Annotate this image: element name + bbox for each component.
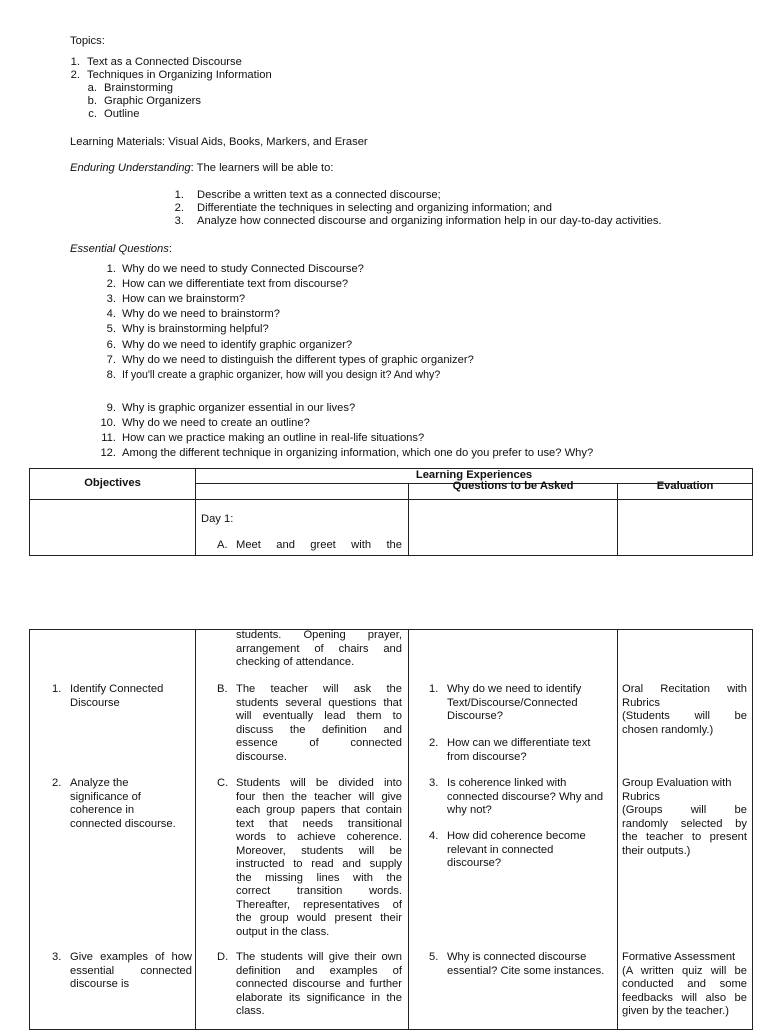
enduring-understanding-intro bbox=[70, 162, 334, 176]
essential-questions-heading bbox=[70, 243, 172, 257]
objective-line: significance of bbox=[70, 790, 141, 803]
experience-a-continued bbox=[236, 629, 402, 670]
objectives-header-label: Objectives bbox=[84, 477, 141, 490]
evaluation-header bbox=[618, 480, 753, 496]
enduring-understanding-label: Enduring Understanding bbox=[70, 162, 191, 174]
questions-header bbox=[409, 480, 618, 496]
experience-line: Thereafter, representatives of bbox=[236, 898, 402, 911]
question-item: Why do we need to brainstorm? bbox=[122, 308, 280, 320]
question-line: discourse? bbox=[447, 857, 502, 869]
objective-number: 3. bbox=[52, 951, 62, 963]
evaluation-text bbox=[622, 683, 747, 737]
question-text bbox=[447, 777, 603, 818]
objective-line: Identify Connected bbox=[70, 683, 164, 695]
evaluation-line: feedbacks will also be bbox=[622, 991, 747, 1004]
learning-table-page1 bbox=[29, 468, 753, 556]
experience-text bbox=[236, 683, 402, 764]
question-number: 8. bbox=[106, 369, 116, 381]
essential-questions-label: Essential Questions bbox=[70, 243, 169, 255]
evaluation-line: Rubrics bbox=[622, 696, 660, 709]
subtopic-letter: b. bbox=[87, 95, 97, 107]
day-label: Day 1: bbox=[201, 513, 234, 525]
question-item: Why is brainstorming helpful? bbox=[122, 323, 269, 335]
objective-text bbox=[70, 683, 192, 710]
question-line: from discourse? bbox=[447, 750, 527, 763]
question-item: Why do we need to study Connected Discourse? bbox=[122, 263, 364, 275]
objective-line: essential connected bbox=[70, 964, 192, 977]
question-number: 6. bbox=[106, 339, 116, 351]
experience-label: B. bbox=[217, 683, 228, 695]
enduring-number: 2. bbox=[174, 202, 184, 214]
question-number: 3. bbox=[106, 293, 116, 305]
question-number: 12. bbox=[100, 447, 116, 459]
experience-line: will eventually lead them to bbox=[236, 710, 402, 722]
objective-line: Give examples of how bbox=[70, 951, 192, 963]
evaluation-line: Formative Assessment bbox=[622, 951, 736, 963]
experience-line: checking of attendance. bbox=[236, 656, 355, 668]
subtopic-item: Graphic Organizers bbox=[104, 95, 201, 107]
question-number: 1. bbox=[106, 263, 116, 275]
experience-line: the missing lines with the bbox=[236, 871, 402, 884]
experience-line: connected discourse and further bbox=[236, 978, 402, 990]
learning-experiences-label: Learning Experiences bbox=[415, 469, 533, 481]
experience-line: text that needs transitional bbox=[236, 817, 402, 830]
question-number: 4. bbox=[429, 830, 439, 842]
question-number: 10. bbox=[100, 417, 116, 429]
question-line: Text/Discourse/Connected bbox=[447, 696, 578, 709]
subtopic-item: Brainstorming bbox=[104, 82, 174, 94]
question-line: Is coherence linked with bbox=[447, 777, 567, 789]
experience-line: instructed to read and supply bbox=[236, 858, 402, 870]
evaluation-column bbox=[618, 630, 753, 1030]
question-line: How can we differentiate text bbox=[447, 737, 591, 749]
question-line: relevant in connected bbox=[447, 843, 554, 856]
question-line: connected discourse? Why and bbox=[447, 790, 604, 803]
experience-line: students several questions that bbox=[236, 696, 402, 709]
question-text bbox=[447, 683, 581, 724]
evaluation-line: (Students will be bbox=[622, 710, 747, 722]
experience-line: correct transition words. bbox=[236, 885, 402, 897]
objective-line: connected discourse. bbox=[70, 817, 176, 830]
experience-line: Students will be divided into bbox=[236, 777, 402, 789]
evaluation-header-label: Evaluation bbox=[656, 480, 714, 492]
question-text bbox=[447, 951, 604, 978]
experience-line: elaborate its significance in the bbox=[236, 991, 402, 1004]
questions-header-label: Questions to be Asked bbox=[452, 480, 574, 492]
experience-line: each group papers that contain bbox=[236, 804, 402, 816]
subtopic-item: Outline bbox=[104, 108, 140, 120]
question-line: why not? bbox=[447, 804, 492, 816]
question-item: Why is graphic organizer essential in our lives? bbox=[122, 402, 356, 414]
question-number: 1. bbox=[429, 683, 439, 695]
objective-line: Analyze the bbox=[70, 777, 129, 789]
evaluation-cell bbox=[618, 500, 753, 556]
experience-line: discourse. bbox=[236, 750, 287, 763]
enduring-number: 1. bbox=[174, 189, 184, 201]
evaluation-text bbox=[622, 951, 747, 1019]
enduring-item: Describe a written text as a connected discourse; bbox=[197, 189, 441, 201]
subtopic-letter: c. bbox=[88, 108, 97, 120]
question-line: essential? Cite some instances. bbox=[447, 964, 605, 977]
topic-item: Techniques in Organizing Information bbox=[87, 69, 272, 81]
experience-label: D. bbox=[217, 951, 229, 963]
evaluation-line: (Groups will be bbox=[622, 804, 747, 816]
objective-line: discourse is bbox=[70, 978, 130, 990]
experience-line: The students will give their own bbox=[236, 951, 402, 963]
experience-line: discuss the definition and bbox=[236, 723, 402, 736]
question-number: 5. bbox=[106, 323, 116, 335]
topic-number: 1. bbox=[70, 56, 80, 68]
question-text bbox=[447, 830, 586, 871]
topic-number: 2. bbox=[70, 69, 80, 81]
question-line: Discourse? bbox=[447, 710, 503, 722]
evaluation-line: the teacher to present bbox=[622, 831, 747, 843]
question-item: Why do we need to distinguish the different types of graphic organizer? bbox=[122, 354, 474, 366]
essential-questions-colon: : bbox=[168, 243, 172, 255]
experience-line: the group would present their bbox=[236, 912, 402, 924]
enduring-item: Analyze how connected discourse and organizing information help in our day-to-day activities. bbox=[197, 215, 662, 227]
question-item: Why do we need to identify graphic organizer? bbox=[122, 339, 353, 351]
objective-cell bbox=[30, 500, 196, 556]
experience-line: students. Opening prayer, bbox=[236, 629, 402, 641]
subtopic-letter: a. bbox=[87, 82, 97, 94]
learning-materials: Learning Materials: Visual Aids, Books, Markers, and Eraser bbox=[70, 136, 368, 148]
question-line: How did coherence become bbox=[447, 830, 586, 842]
experience-line: output in the class. bbox=[236, 925, 330, 938]
evaluation-line: chosen randomly.) bbox=[622, 723, 714, 736]
objectives-column bbox=[30, 630, 196, 1030]
question-line: Why do we need to identify bbox=[447, 683, 582, 695]
objective-text bbox=[70, 951, 192, 992]
question-number: 3. bbox=[429, 777, 439, 789]
evaluation-line: Rubrics bbox=[622, 790, 660, 803]
enduring-item: Differentiate the techniques in selecting and organizing information; and bbox=[197, 202, 552, 214]
evaluation-line: randomly selected by bbox=[622, 817, 747, 830]
experience-line: four then the teacher will give bbox=[236, 790, 402, 803]
enduring-number: 3. bbox=[174, 215, 184, 227]
experiences-subheader bbox=[196, 484, 409, 500]
questions-cell bbox=[409, 500, 618, 556]
evaluation-line: Group Evaluation with bbox=[622, 777, 732, 789]
objective-line: coherence in bbox=[70, 804, 135, 816]
evaluation-line: (A written quiz will be bbox=[622, 964, 747, 977]
experience-line: The teacher will ask the bbox=[236, 683, 402, 695]
experience-line: definition and examples of bbox=[236, 964, 402, 977]
question-number: 7. bbox=[106, 354, 116, 366]
evaluation-line: conducted and some bbox=[622, 978, 747, 990]
objective-line: Discourse bbox=[70, 696, 120, 709]
evaluation-line: given by the teacher.) bbox=[622, 1005, 729, 1017]
question-item: Why do we need to create an outline? bbox=[122, 417, 310, 429]
experience-line: arrangement of chairs and bbox=[236, 642, 402, 655]
experience-line: class. bbox=[236, 1005, 265, 1017]
question-text bbox=[447, 737, 590, 764]
experience-a-label: A. bbox=[217, 539, 228, 551]
questions-column bbox=[409, 630, 618, 1030]
question-item: If you'll create a graphic organizer, how will you design it? And why? bbox=[122, 369, 441, 381]
topics-heading: Topics: bbox=[70, 35, 105, 47]
evaluation-line: Oral Recitation with bbox=[622, 683, 747, 695]
question-number: 9. bbox=[106, 402, 116, 414]
evaluation-line: their outputs.) bbox=[622, 844, 691, 857]
objectives-header bbox=[30, 469, 196, 500]
experience-cell bbox=[196, 500, 409, 556]
question-item: Among the different technique in organizing information, which one do you prefer to use? Why? bbox=[122, 447, 594, 459]
evaluation-text bbox=[622, 777, 747, 858]
question-item: How can we brainstorm? bbox=[122, 293, 246, 305]
learning-table-page2 bbox=[29, 629, 753, 1030]
experience-text bbox=[236, 777, 402, 939]
objective-number: 1. bbox=[52, 683, 62, 695]
experience-label: C. bbox=[217, 777, 229, 789]
enduring-understanding-text: : The learners will be able to: bbox=[190, 162, 334, 174]
experience-a-line: Meet and greet with the bbox=[236, 539, 402, 551]
question-number: 2. bbox=[106, 278, 116, 290]
topic-item: Text as a Connected Discourse bbox=[87, 56, 242, 68]
experience-text bbox=[236, 951, 402, 1019]
objective-text bbox=[70, 777, 192, 831]
experience-line: essence of connected bbox=[236, 737, 402, 749]
experience-line: Moreover, students will be bbox=[236, 844, 402, 857]
question-item: How can we practice making an outline in real-life situations? bbox=[122, 432, 425, 444]
question-number: 11. bbox=[101, 432, 116, 444]
question-item: How can we differentiate text from discourse? bbox=[122, 278, 349, 290]
question-number: 2. bbox=[429, 737, 439, 749]
experience-line: words to achieve coherence. bbox=[236, 831, 402, 843]
experiences-column bbox=[196, 630, 409, 1030]
objective-number: 2. bbox=[52, 777, 62, 789]
question-number: 5. bbox=[429, 951, 439, 963]
question-line: Why is connected discourse bbox=[447, 951, 587, 963]
question-number: 4. bbox=[106, 308, 116, 320]
